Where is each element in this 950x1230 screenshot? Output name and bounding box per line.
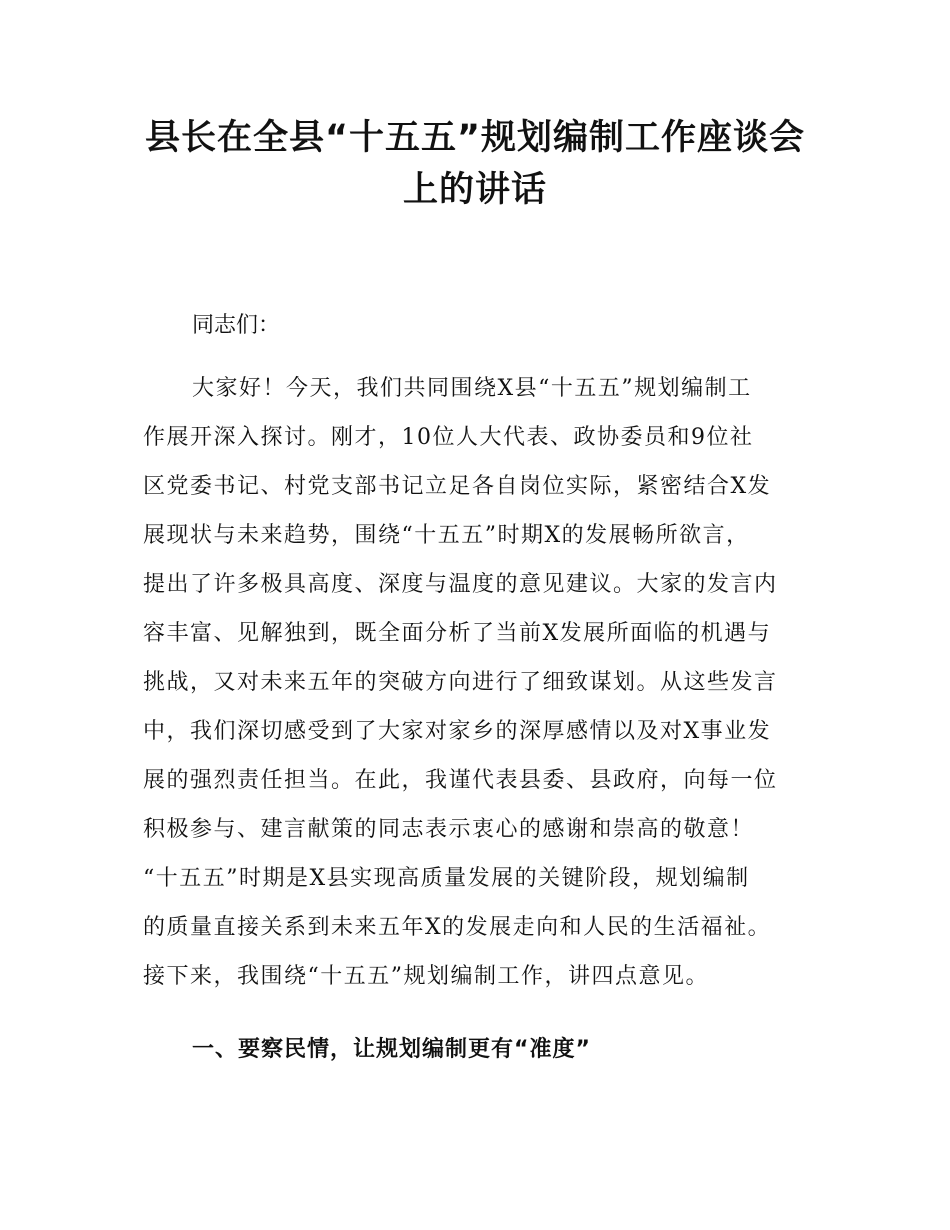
body-line-7: 挑战，又对未来五年的突破方向进行了细致谋划。从这些发言 bbox=[143, 670, 778, 695]
body-line-5: 提出了许多极具高度、深度与温度的意见建议。大家的发言内 bbox=[143, 572, 778, 597]
body-line-11: “十五五”时期是X县实现高质量发展的关键阶段，规划编制 bbox=[143, 866, 750, 891]
section-heading-1: 一、要察民情，让规划编制更有“准度” bbox=[192, 1037, 591, 1062]
document-title bbox=[130, 112, 820, 216]
title-line-2: 上的讲话 bbox=[402, 170, 547, 210]
body-line-13: 接下来，我围绕“十五五”规划编制工作，讲四点意见。 bbox=[143, 964, 709, 989]
body-line-3: 区党委书记、村党支部书记立足各自岗位实际，紧密结合X发 bbox=[143, 474, 772, 499]
body-line-10: 积极参与、建言献策的同志表示衷心的感谢和崇高的敬意！ bbox=[143, 817, 755, 842]
body-line-2: 作展开深入探讨。刚才，10位人大代表、政协委员和9位社 bbox=[143, 425, 754, 450]
title-line-1: 县长在全县“十五五”规划编制工作座谈会 bbox=[144, 118, 805, 158]
body-line-8: 中，我们深切感受到了大家对家乡的深厚感情以及对X事业发 bbox=[143, 719, 772, 744]
body-line-1: 大家好！今天，我们共同围绕X县“十五五”规划编制工 bbox=[192, 376, 752, 401]
body-line-6: 容丰富、见解独到，既全面分析了当前X发展所面临的机遇与 bbox=[143, 621, 772, 646]
body-line-4: 展现状与未来趋势，围绕“十五五”时期X的发展畅所欲言， bbox=[143, 523, 750, 548]
body-line-9: 展的强烈责任担当。在此，我谨代表县委、县政府，向每一位 bbox=[143, 768, 778, 793]
salutation: 同志们： bbox=[192, 313, 281, 338]
body-line-12: 的质量直接关系到未来五年X的发展走向和人民的生活福祉。 bbox=[143, 915, 772, 940]
